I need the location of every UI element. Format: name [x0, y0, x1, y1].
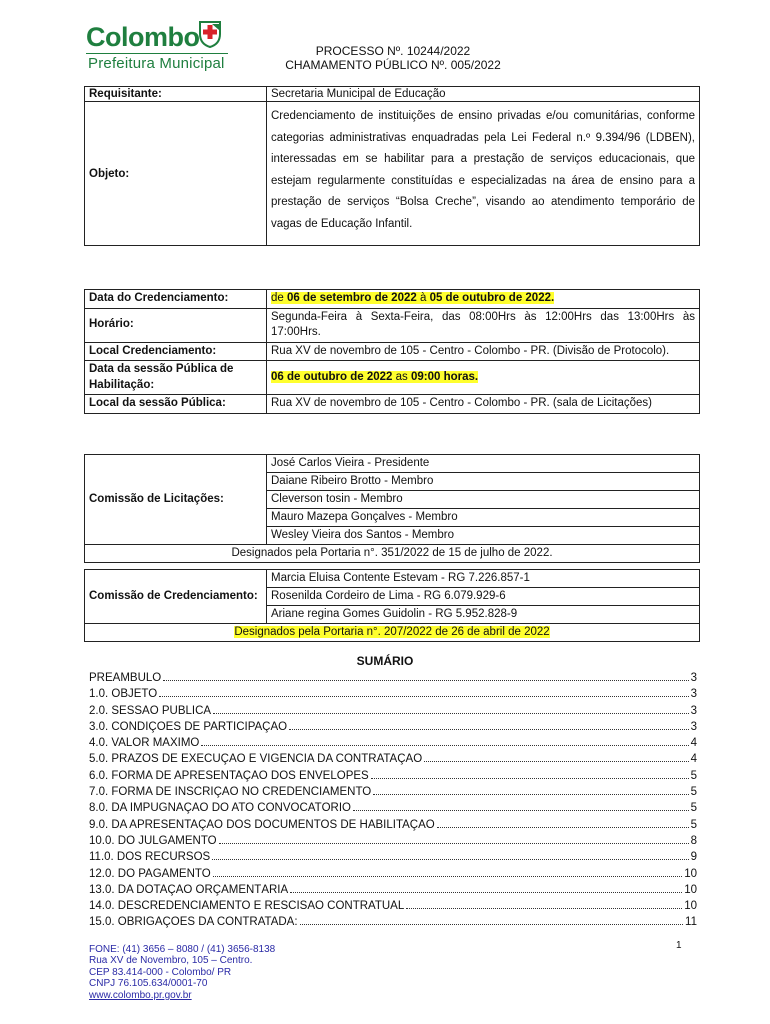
toc-leader-dots — [406, 908, 682, 909]
toc-entry-page: 4 — [690, 753, 697, 766]
footer-address: Rua XV de Novembro, 105 – Centro. — [89, 955, 253, 967]
toc-leader-dots — [201, 745, 688, 746]
credenciamento-date-label: Data do Credenciamento: — [85, 290, 267, 309]
toc-entry-title: 6.0. FORMA DE APRESENTAÇÃO DOS ENVELOPES — [89, 769, 369, 782]
toc-entry[interactable] — [89, 916, 697, 932]
committee-member: Rosenilda Cordeiro de Lima - RG 6.079.929-6 — [267, 588, 700, 606]
local-sessao-row — [85, 395, 700, 414]
bidding-committee-portaria: Designados pela Portaria n°. 351/2022 de 15 de julho de 2022. — [85, 545, 700, 563]
local-sessao-value: Rua XV de novembro de 105 - Centro - Colombo - PR. (sala de Licitações) — [267, 395, 700, 414]
toc-leader-dots — [353, 810, 689, 811]
schedule-table — [84, 289, 700, 414]
toc-entry-title: 13.0. DA DOTAÇÃO ORÇAMENTÁRIA — [89, 883, 289, 896]
toc-leader-dots — [213, 713, 689, 714]
committee-member: Marcia Eluisa Contente Estevam - RG 7.226.857-1 — [267, 570, 700, 588]
toc-entry-title: 8.0. DA IMPUGNAÇÃO DO ATO CONVOCATÓRIO — [89, 802, 351, 815]
toc-leader-dots — [290, 892, 682, 893]
toc-leader-dots — [424, 761, 688, 762]
request-table — [84, 86, 700, 246]
date-prefix: de — [271, 292, 287, 304]
toc-entry-page: 5 — [690, 802, 697, 815]
footer-phone: FONE: (41) 3656 – 8080 / (41) 3656-8138 — [89, 944, 276, 955]
toc-leader-dots — [219, 843, 689, 844]
horario-value: Segunda-Feira à Sexta-Feira, das 08:00Hrs às 12:00Hrs das 13:00Hrs às 17:00Hrs. — [267, 308, 700, 342]
toc-entry-title: 14.0. DESCREDENCIAMENTO E RESCISÃO CONTRATUAL — [89, 900, 405, 913]
process-number: PROCESSO Nº. 10244/2022 — [315, 44, 471, 58]
toc-entry[interactable] — [89, 705, 697, 721]
start-date: 06 de setembro de 2022 — [287, 292, 417, 304]
toc-leader-dots — [212, 859, 688, 860]
committee-member: Wesley Vieira dos Santos - Membro — [267, 527, 700, 545]
session-date: 06 de outubro de 2022 — [271, 370, 393, 383]
committee-member-row — [85, 455, 700, 473]
toc-entry-title: 12.0. DO PAGAMENTO — [89, 867, 211, 880]
toc-entry-title: 7.0. FORMA DE INSCRIÇÃO NO CREDENCIAMENTO — [89, 786, 372, 799]
toc-entry-title: 10.0. DO JULGAMENTO — [89, 834, 217, 847]
toc-entry-title: 9.0. DA APRESENTAÇÃO DOS DOCUMENTOS DE HABILITAÇÃO — [89, 818, 435, 831]
page-number: 1 — [676, 940, 682, 951]
date-suffix: . — [551, 292, 555, 304]
session-connector: as — [392, 370, 411, 383]
sessao-publica-row — [85, 361, 700, 395]
sessao-publica-value — [267, 361, 700, 395]
end-date: 05 de outubro de 2022 — [429, 292, 551, 304]
toc-entry-page: 11 — [685, 916, 697, 929]
logo-subtitle: Prefeitura Municipal — [88, 55, 225, 72]
committee-member-row — [85, 570, 700, 588]
toc-entry[interactable] — [89, 770, 697, 786]
toc-leader-dots — [373, 794, 688, 795]
bidding-committee-label: Comissão de Licitações: — [85, 455, 267, 545]
session-time: 09:00 horas. — [410, 370, 479, 383]
toc-entry[interactable] — [89, 721, 697, 737]
toc-entry-title: 15.0. OBRIGAÇÕES DA CONTRATADA: — [89, 916, 298, 929]
toc-entry-title: 5.0. PRAZOS DE EXECUÇÃO E VIGÊNCIA DA CONTRATAÇÃO — [89, 753, 423, 766]
footer-cnpj: CNPJ 76.105.634/0001-70 — [89, 978, 208, 990]
toc-leader-dots — [300, 924, 684, 925]
toc-entry-page: 5 — [690, 818, 697, 831]
toc-entry-page: 9 — [690, 851, 697, 864]
toc-entry-page: 10 — [684, 900, 697, 913]
accreditation-committee-table — [84, 569, 700, 642]
local-credenciamento-value: Rua XV de novembro de 105 - Centro - Colombo - PR. (Divisão de Protocolo). — [267, 342, 700, 361]
committee-member: Daiane Ribeiro Brotto - Membro — [267, 473, 700, 491]
toc-entry-page: 3 — [690, 688, 697, 701]
toc-entry[interactable] — [89, 868, 697, 884]
toc-entry-page: 3 — [690, 720, 697, 733]
bidding-committee-table — [84, 454, 700, 563]
toc-leader-dots — [437, 827, 689, 828]
toc-entry[interactable] — [89, 802, 697, 818]
requisitante-label: Requisitante: — [85, 87, 267, 102]
toc-leader-dots — [213, 876, 683, 877]
toc-entry-page: 5 — [690, 769, 697, 782]
toc-entry[interactable] — [89, 851, 697, 867]
toc-entry-title: 1.0. OBJETO — [89, 688, 158, 701]
toc-entry-page: 3 — [690, 672, 697, 684]
toc-entry[interactable] — [89, 884, 697, 900]
footer-contact — [89, 944, 275, 1001]
portaria-row — [85, 624, 700, 642]
toc-entry-title: PREÂMBULO — [89, 672, 162, 684]
objeto-value: Credenciamento de instituições de ensino privadas e/ou comunitárias, conforme categorias administrativas enquadradas pela Lei Federal n.º 9.394/96 (LDBEN), interessadas em se habilitar para a prestação de serviços educacionais, que estejam regularmente constituídas e especializadas na área de ensino para a prestação de serviços “Bolsa Creche”, visando ao atendimento temporário de vagas de Educação Infantil. — [267, 102, 700, 246]
toc-leader-dots — [163, 680, 688, 681]
toc-entry-title: 4.0. VALOR MÁXIMO — [89, 737, 200, 750]
portaria-row — [85, 545, 700, 563]
credenciamento-date-value — [267, 290, 700, 309]
credenciamento-date-row — [85, 290, 700, 309]
footer-cep: CEP 83.414-000 - Colombo/ PR — [89, 966, 232, 978]
local-credenciamento-row — [85, 342, 700, 361]
toc-entry[interactable] — [89, 737, 697, 753]
objeto-row — [85, 102, 700, 246]
toc-entry-title: 3.0. CONDIÇÕES DE PARTICIPAÇÃO — [89, 720, 288, 733]
toc-entry-page: 10 — [684, 883, 697, 896]
toc-entry-title: 2.0. SESSÃO PÚBLICA — [89, 704, 212, 717]
table-of-contents — [89, 672, 697, 933]
accreditation-committee-portaria — [85, 624, 700, 642]
toc-entry[interactable] — [89, 672, 697, 688]
toc-entry[interactable] — [89, 688, 697, 704]
local-credenciamento-label: Local Credenciamento: — [85, 342, 267, 361]
toc-entry[interactable] — [89, 786, 697, 802]
portaria-highlight: Designados pela Portaria n°. 207/2022 de 26 de abril de 2022 — [234, 626, 550, 638]
toc-entry-page: 5 — [690, 786, 697, 799]
footer-website-link[interactable]: www.colombo.pr.gov.br — [89, 989, 192, 1001]
requisitante-row — [85, 87, 700, 102]
toc-leader-dots — [371, 778, 689, 779]
toc-leader-dots — [159, 696, 688, 697]
toc-entry[interactable] — [89, 835, 697, 851]
summary-title: SUMÁRIO — [356, 654, 414, 668]
committee-member: Cleverson tosin - Membro — [267, 491, 700, 509]
toc-entry-page: 3 — [690, 704, 697, 717]
requisitante-value: Secretaria Municipal de Educação — [267, 87, 700, 102]
toc-entry[interactable] — [89, 753, 697, 769]
toc-entry[interactable] — [89, 819, 697, 835]
committee-member: Ariane regina Gomes Guidolin - RG 5.952.828-9 — [267, 606, 700, 624]
committee-member: Mauro Mazepa Gonçalves - Membro — [267, 509, 700, 527]
committee-member: José Carlos Vieira - Presidente — [267, 455, 700, 473]
toc-entry-page: 4 — [690, 737, 697, 750]
toc-entry-page: 10 — [684, 867, 697, 880]
toc-entry[interactable] — [89, 900, 697, 916]
horario-label: Horário: — [85, 308, 267, 342]
date-connector: à — [416, 292, 430, 304]
public-call-number: CHAMAMENTO PÚBLICO Nº. 005/2022 — [285, 58, 501, 72]
logo-name: Colombo — [86, 22, 200, 52]
objeto-label: Objeto: — [85, 102, 267, 246]
horario-row — [85, 308, 700, 342]
accreditation-committee-label: Comissão de Credenciamento: — [85, 570, 267, 624]
toc-entry-page: 8 — [690, 834, 697, 847]
toc-entry-title: 11.0. DOS RECURSOS — [89, 851, 211, 864]
toc-leader-dots — [289, 729, 688, 730]
local-sessao-label: Local da sessão Pública: — [85, 395, 267, 414]
sessao-publica-label: Data da sessão Pública de Habilitação: — [85, 361, 267, 395]
